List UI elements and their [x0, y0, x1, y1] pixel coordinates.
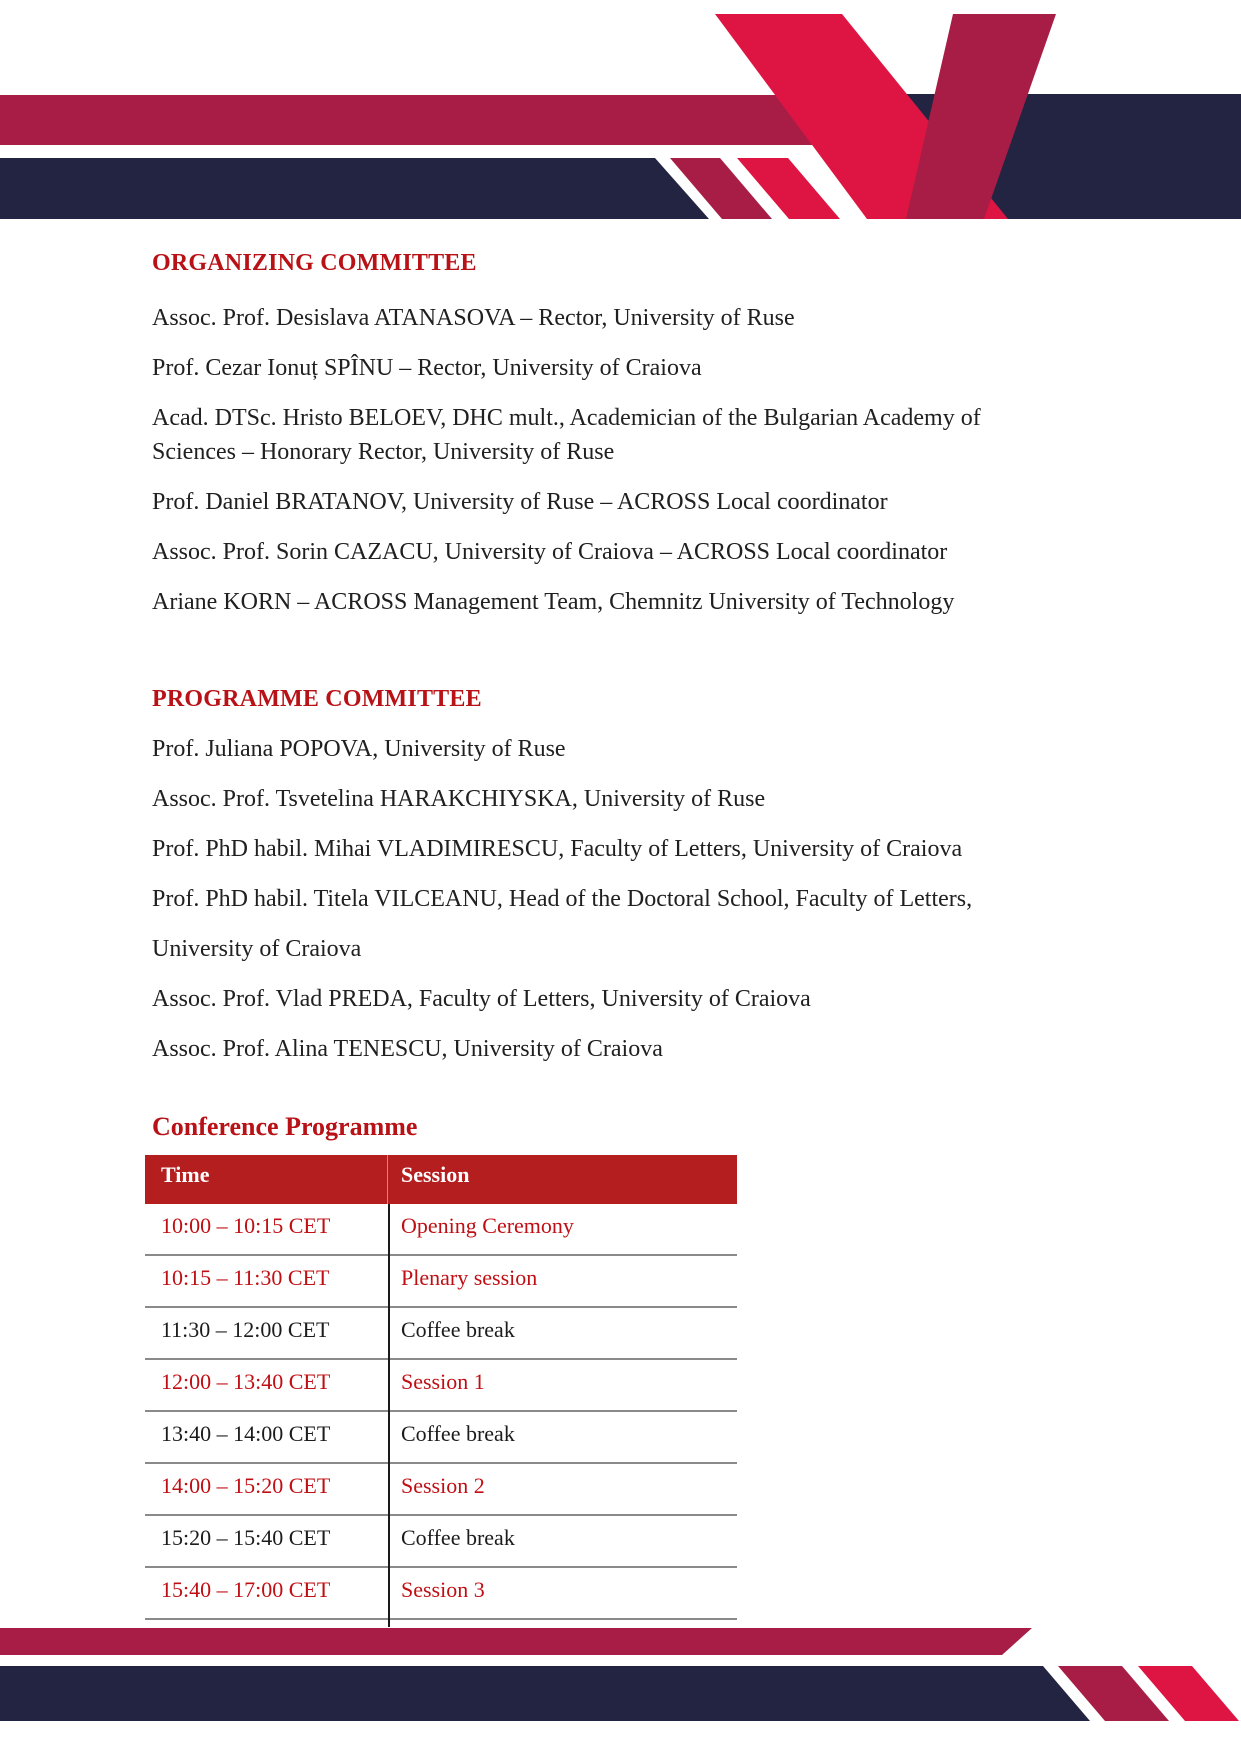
committee-member-line: Ariane KORN – ACROSS Management Team, Chemnitz University of Technology [152, 589, 955, 615]
programme-table-header [145, 1155, 737, 1204]
organizing-committee-section [152, 250, 1112, 277]
session-cell: Plenary session [401, 1265, 538, 1290]
table-row [145, 1516, 737, 1568]
committee-member-line-continuation: Sciences – Honorary Rector, University of Ruse [152, 439, 615, 465]
column-header-time: Time [145, 1155, 388, 1204]
time-cell: 10:15 – 11:30 CET [161, 1265, 330, 1290]
time-cell: 15:20 – 15:40 CET [161, 1525, 331, 1550]
header-navy-band-left [0, 158, 709, 219]
header-crimson-band [0, 95, 830, 145]
column-header-session: Session [401, 1162, 470, 1187]
footer-decoration [0, 1628, 1241, 1755]
committee-member-line: Assoc. Prof. Desislava ATANASOVA – Rector, University of Ruse [152, 305, 795, 331]
committee-member-line: Prof. Juliana POPOVA, University of Ruse [152, 736, 566, 762]
footer-navy-band [0, 1666, 1090, 1721]
table-row [145, 1256, 737, 1308]
committee-member-line: Assoc. Prof. Vlad PREDA, Faculty of Letters, University of Craiova [152, 986, 811, 1012]
organizing-committee-list [152, 300, 1112, 634]
committee-member-line: Prof. PhD habil. Mihai VLADIMIRESCU, Faculty of Letters, University of Craiova [152, 836, 963, 862]
table-row [145, 1360, 737, 1412]
time-cell: 15:40 – 17:00 CET [161, 1577, 331, 1602]
session-cell: Coffee break [401, 1525, 515, 1550]
session-cell: Coffee break [401, 1317, 515, 1342]
header-decoration [0, 0, 1241, 219]
time-cell: 13:40 – 14:00 CET [161, 1421, 331, 1446]
session-cell: Opening Ceremony [401, 1213, 574, 1238]
session-cell: Coffee break [401, 1421, 515, 1446]
table-row [145, 1568, 737, 1620]
committee-member-line: Prof. PhD habil. Titela VILCEANU, Head of the Doctoral School, Faculty of Letters, [152, 886, 973, 912]
table-row [145, 1412, 737, 1464]
table-row [145, 1464, 737, 1516]
committee-member-line: Prof. Daniel BRATANOV, University of Ruse – ACROSS Local coordinator [152, 489, 888, 515]
committee-member-line: Prof. Cezar Ionuț SPÎNU – Rector, University of Craiova [152, 355, 702, 381]
time-cell: 11:30 – 12:00 CET [161, 1317, 330, 1342]
programme-table-body [145, 1204, 737, 1676]
time-cell: 10:00 – 10:15 CET [161, 1213, 331, 1238]
session-cell: Session 1 [401, 1369, 485, 1394]
programme-committee-list [152, 731, 1112, 1081]
table-row [145, 1204, 737, 1256]
programme-committee-section [152, 686, 1112, 713]
programme-table [145, 1155, 737, 1676]
column-divider-line [388, 1204, 390, 1627]
committee-member-line: Assoc. Prof. Sorin CAZACU, University of Craiova – ACROSS Local coordinator [152, 539, 948, 565]
organizing-committee-title: ORGANIZING COMMITTEE [152, 250, 477, 276]
session-cell: Session 2 [401, 1473, 485, 1498]
footer-crimson-band [0, 1628, 1032, 1655]
time-cell: 12:00 – 13:40 CET [161, 1369, 331, 1394]
committee-member-line: Acad. DTSc. Hristo BELOEV, DHC mult., Academician of the Bulgarian Academy of [152, 405, 981, 431]
committee-member-line-continuation: University of Craiova [152, 936, 362, 962]
committee-member-line: Assoc. Prof. Alina TENESCU, University of Craiova [152, 1036, 663, 1062]
table-row [145, 1308, 737, 1360]
committee-member-line: Assoc. Prof. Tsvetelina HARAKCHIYSKA, University of Ruse [152, 786, 766, 812]
conference-programme-section [152, 1112, 1112, 1142]
time-cell: 14:00 – 15:20 CET [161, 1473, 331, 1498]
conference-programme-title: Conference Programme [152, 1112, 418, 1141]
session-cell: Session 3 [401, 1577, 485, 1602]
programme-committee-title: PROGRAMME COMMITTEE [152, 686, 482, 712]
